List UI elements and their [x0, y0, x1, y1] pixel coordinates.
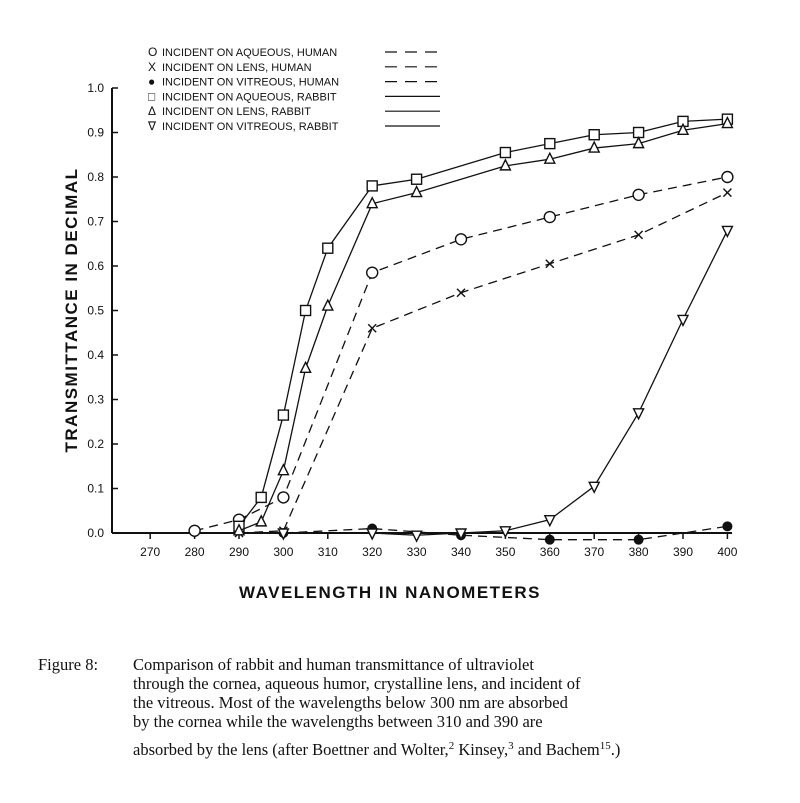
data-point-inverted-triangle [634, 409, 644, 419]
chart-axes [112, 88, 732, 533]
legend-label: INCIDENT ON AQUEOUS, HUMAN [162, 47, 338, 59]
data-point-x [457, 289, 465, 297]
x-tick-label: 350 [495, 545, 516, 559]
legend-label: INCIDENT ON AQUEOUS, RABBIT [162, 91, 337, 104]
legend-symbol: X [148, 59, 157, 74]
caption-line-references [133, 740, 783, 762]
legend-label: INCIDENT ON VITREOUS, RABBIT [162, 121, 339, 133]
caption-label: Figure 8: [38, 655, 99, 674]
data-point-inverted-triangle [500, 527, 510, 537]
data-point-x [723, 189, 731, 197]
data-point-square [367, 181, 377, 191]
data-point-circle [722, 172, 733, 183]
legend-symbol: ∇ [148, 119, 157, 133]
x-tick-label: 310 [317, 545, 338, 559]
reference-superscript: 2 [448, 740, 455, 752]
y-tick-label: 0.1 [87, 481, 104, 496]
y-tick-label: 0.2 [87, 437, 104, 451]
data-point-filled-circle [545, 535, 554, 544]
series-line [239, 119, 727, 526]
data-point-circle [278, 492, 289, 503]
data-point-inverted-triangle [412, 531, 422, 541]
legend-symbol: Δ [148, 104, 157, 119]
data-point-square [634, 128, 644, 138]
caption-line: Comparison of rabbit and human transmittance of ultraviolet [133, 655, 534, 674]
data-point-inverted-triangle [589, 482, 599, 492]
legend-label: INCIDENT ON VITREOUS, HUMAN [162, 76, 340, 89]
legend-label: INCIDENT ON LENS, HUMAN [162, 61, 312, 74]
y-tick-label: 0.3 [87, 392, 104, 407]
reference-superscript: 3 [508, 740, 514, 752]
y-tick-label: 0.7 [87, 214, 104, 229]
caption-body [133, 655, 783, 762]
y-axis-title: TRANSMITTANCE IN DECIMAL [62, 167, 81, 453]
series-square-open [234, 114, 732, 531]
chart-legend [147, 45, 440, 133]
series-line [283, 230, 727, 535]
chart-series [189, 114, 733, 544]
data-point-square [545, 139, 555, 149]
x-tick-label: 370 [584, 545, 605, 559]
data-point-triangle [256, 516, 266, 526]
x-tick-label: 290 [228, 545, 250, 559]
data-point-inverted-triangle [722, 226, 732, 236]
series-triangle-down-open [278, 226, 732, 541]
legend-symbol: O [148, 45, 158, 59]
reference-superscript: 15 [599, 740, 611, 752]
y-tick-label: 0.9 [87, 125, 104, 140]
y-tick-label: 0.5 [87, 303, 104, 318]
data-point-square [323, 243, 333, 253]
data-point-triangle [323, 300, 333, 310]
caption-line: the vitreous. Most of the wavelengths below 300 nm are absorbed [133, 693, 568, 712]
caption-line: through the cornea, aqueous humor, crystalline lens, and incident of [133, 674, 581, 693]
y-tick-label: 0.6 [87, 259, 104, 273]
caption-text: Kinsey, [454, 740, 509, 759]
legend-label: INCIDENT ON LENS, RABBIT [162, 106, 311, 119]
caption-line: by the cornea while the wavelengths between 310 and 390 are [133, 712, 543, 731]
x-tick-label: 380 [628, 545, 649, 559]
data-point-square [500, 148, 510, 158]
legend-symbol: ● [148, 74, 156, 89]
data-point-square [256, 492, 266, 502]
data-point-filled-circle [634, 535, 643, 544]
data-point-x [635, 231, 643, 239]
x-tick-label: 360 [539, 545, 560, 559]
x-tick-label: 270 [140, 545, 161, 559]
data-point-filled-circle [723, 522, 732, 531]
data-point-inverted-triangle [678, 315, 688, 325]
data-point-x [546, 260, 554, 268]
x-tick-label: 280 [184, 545, 205, 559]
data-point-circle [456, 234, 467, 245]
y-axis-ticks [87, 81, 118, 540]
x-tick-label: 400 [717, 545, 738, 559]
data-point-circle [189, 525, 200, 536]
data-point-x [368, 324, 376, 332]
data-point-square [589, 130, 599, 140]
y-tick-label: 0.4 [87, 348, 104, 362]
y-tick-label: 1.0 [87, 81, 104, 95]
y-tick-label: 0.8 [87, 170, 104, 184]
x-tick-label: 300 [273, 545, 294, 559]
legend-symbol: □ [148, 89, 156, 104]
caption-text: .) [610, 740, 621, 759]
data-point-circle [633, 189, 644, 200]
x-tick-label: 330 [406, 545, 427, 559]
caption-text: and Bachem [513, 740, 600, 759]
data-point-square [412, 174, 422, 184]
data-point-square [301, 306, 311, 316]
y-tick-label: 0.0 [87, 526, 104, 540]
series-line [239, 124, 727, 531]
data-point-triangle [278, 465, 288, 475]
data-point-circle [544, 212, 555, 223]
data-point-square [278, 410, 288, 420]
x-tick-label: 390 [672, 545, 694, 559]
x-axis-title: WAVELENGTH IN NANOMETERS [238, 583, 542, 602]
series-x [235, 189, 731, 537]
data-point-triangle [301, 362, 311, 372]
x-tick-label: 320 [362, 545, 383, 559]
caption-text: absorbed by the lens (after Boettner and Wolter, [133, 740, 449, 759]
data-point-circle [367, 267, 378, 278]
x-axis-ticks [140, 533, 738, 559]
x-tick-label: 340 [450, 545, 472, 559]
series-circle-open [189, 172, 733, 537]
series-line [239, 193, 727, 533]
